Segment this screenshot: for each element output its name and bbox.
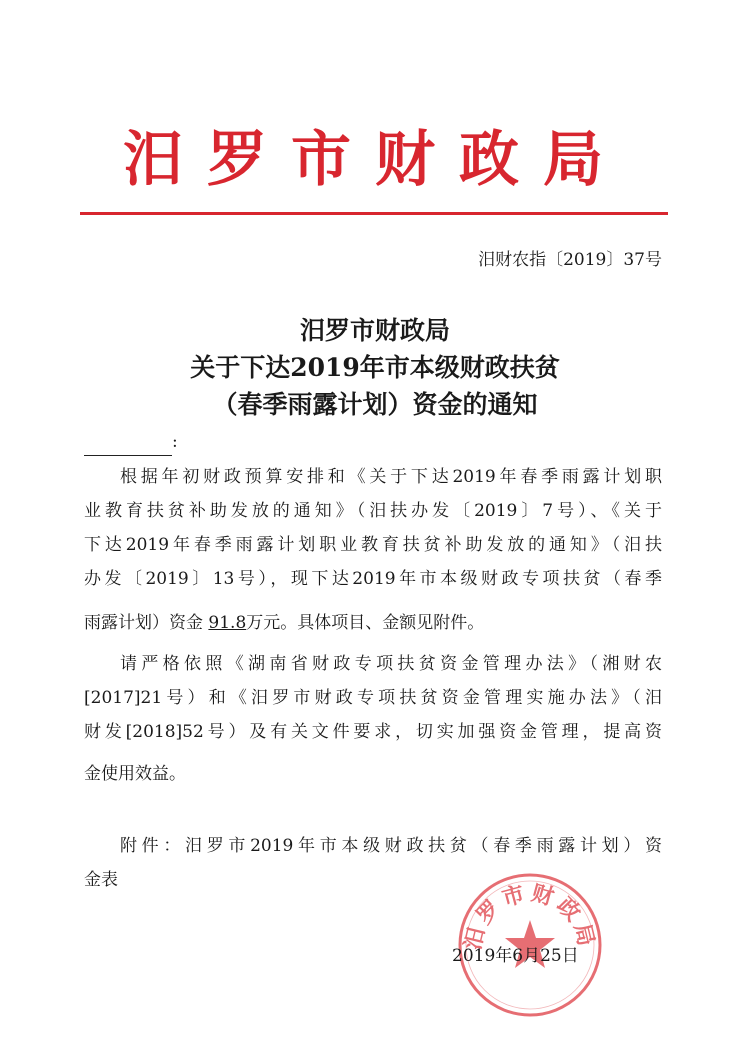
- p1-last-pre: 雨露计划）资金: [84, 613, 203, 633]
- title-line-2: 关于下达2019年市本级财政扶贫: [190, 353, 560, 382]
- paragraph-1-line-2: 业教育扶贫补助发放的通知》（汨扶办发〔2019〕7号）、《关于: [84, 501, 662, 521]
- recipient-line: [84, 428, 178, 456]
- agency-header: 汨罗市财政局: [123, 125, 627, 195]
- paragraph-2-line-1: 请严格依照《湖南省财政专项扶贫资金管理办法》（湘财农: [120, 654, 662, 674]
- document-number: 汨财农指〔2019〕37号: [478, 250, 662, 270]
- recipient-colon: :: [172, 432, 178, 452]
- paragraph-2-line-2: [2017]21号）和《汨罗市财政专项扶贫资金管理实施办法》（汨: [84, 688, 662, 708]
- attachment-line-2: 金表: [84, 870, 118, 890]
- svg-text:汨罗市财政局: 汨罗市财政局: [459, 879, 601, 953]
- title-line-3: （春季雨露计划）资金的通知: [212, 390, 538, 419]
- document-date: 2019年6月25日: [452, 946, 579, 966]
- document-title: [60, 312, 690, 423]
- recipient-blank: [84, 437, 172, 456]
- paragraph-1-line-5: [84, 609, 662, 637]
- paragraph-2-line-3: 财发[2018]52号）及有关文件要求，切实加强资金管理，提高资: [84, 722, 662, 742]
- paragraph-2-line-4: 金使用效益。: [84, 764, 186, 784]
- header-divider: [80, 212, 668, 215]
- attachment-line-1: 附件：汨罗市2019年市本级财政扶贫（春季雨露计划）资: [120, 836, 662, 856]
- paragraph-1-line-1: 根据年初财政预算安排和《关于下达2019年春季雨露计划职: [120, 467, 662, 487]
- funding-amount: 91.8: [208, 613, 247, 633]
- paragraph-1-line-4: 办发〔2019〕13号），现下达2019年市本级财政专项扶贫（春季: [84, 569, 662, 589]
- title-line-1: 汨罗市财政局: [299, 316, 450, 345]
- p1-last-post: 万元。具体项目、金额见附件。: [246, 613, 485, 633]
- paragraph-1-line-3: 下达2019年春季雨露计划职业教育扶贫补助发放的通知》（汨扶: [84, 535, 662, 555]
